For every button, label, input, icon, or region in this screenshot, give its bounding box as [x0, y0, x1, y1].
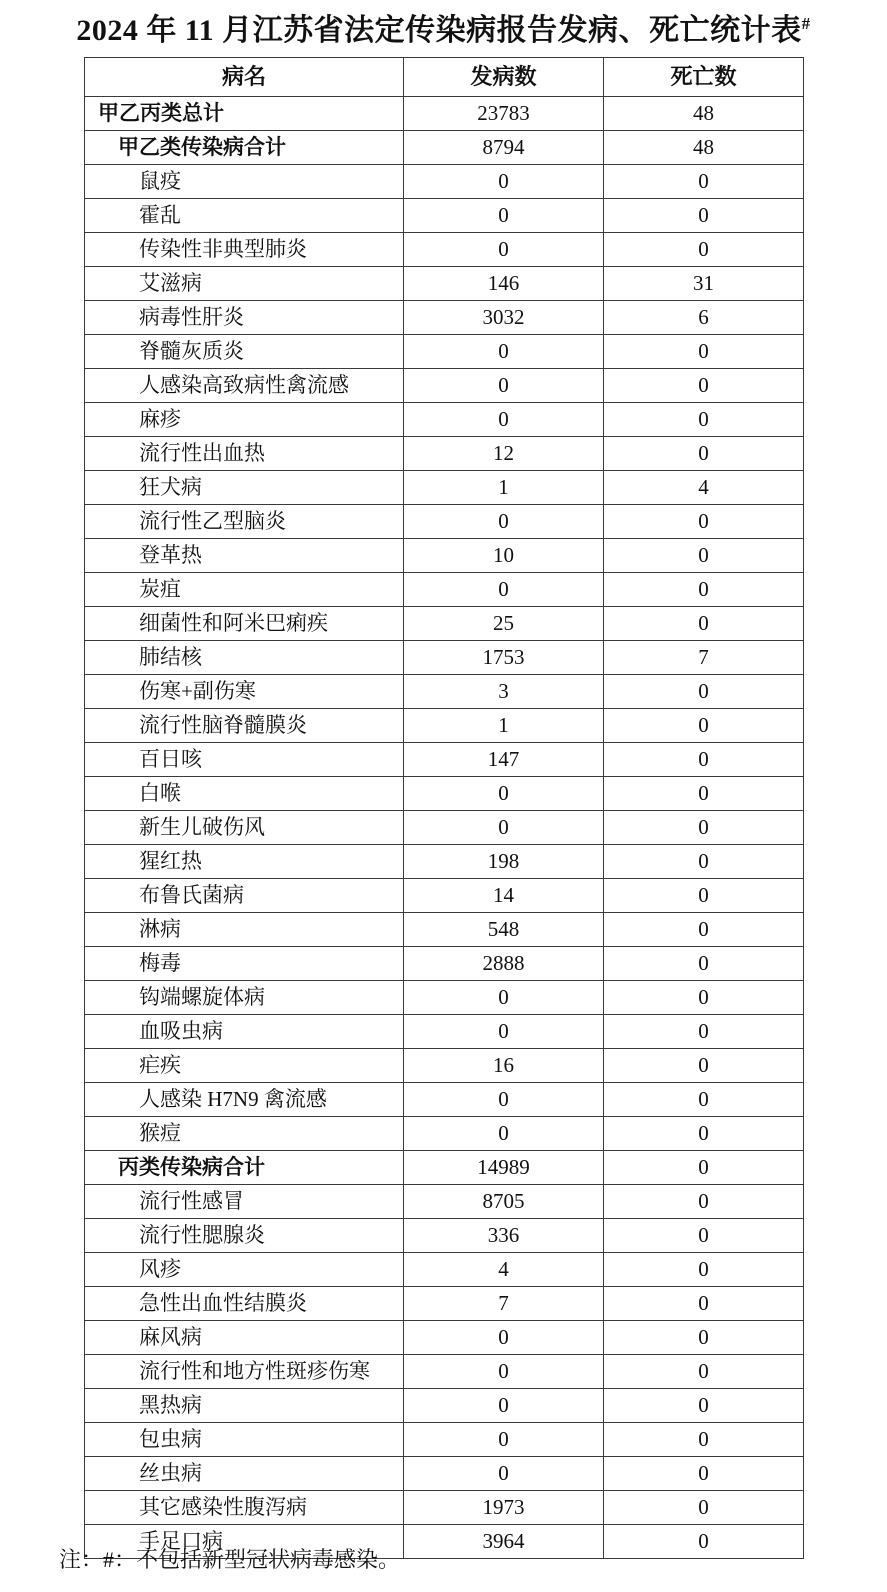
cell-death-count: 0 — [604, 1389, 804, 1423]
cell-disease-name — [85, 981, 404, 1015]
cell-death-count: 0 — [604, 437, 804, 471]
disease-name-label: 猴痘 — [139, 1120, 181, 1145]
page-title — [0, 9, 887, 53]
cell-death-count: 0 — [604, 1151, 804, 1185]
cell-disease-name — [85, 199, 404, 233]
cell-case-count: 0 — [404, 335, 604, 369]
table-row — [85, 233, 804, 267]
table-row — [85, 1151, 804, 1185]
cell-death-count: 0 — [604, 845, 804, 879]
table-row — [85, 131, 804, 165]
cell-case-count: 8705 — [404, 1185, 604, 1219]
cell-death-count: 0 — [604, 573, 804, 607]
cell-disease-name — [85, 811, 404, 845]
cell-disease-name — [85, 709, 404, 743]
column-header-death-count: 死亡数 — [604, 58, 804, 97]
cell-death-count: 0 — [604, 1355, 804, 1389]
cell-disease-name — [85, 947, 404, 981]
table-row — [85, 1389, 804, 1423]
disease-name-label: 百日咳 — [139, 746, 202, 771]
table-row — [85, 607, 804, 641]
cell-case-count: 3 — [404, 675, 604, 709]
disease-name-label: 其它感染性腹泻病 — [139, 1494, 307, 1519]
table-row — [85, 437, 804, 471]
cell-disease-name — [85, 1321, 404, 1355]
disease-name-label: 肺结核 — [139, 644, 202, 669]
table-row — [85, 1355, 804, 1389]
cell-disease-name — [85, 97, 404, 131]
table-row — [85, 811, 804, 845]
disease-name-label: 疟疾 — [139, 1052, 181, 1077]
table-row — [85, 1491, 804, 1525]
cell-disease-name — [85, 607, 404, 641]
disease-name-label: 丝虫病 — [139, 1460, 202, 1485]
cell-case-count: 0 — [404, 199, 604, 233]
cell-disease-name — [85, 777, 404, 811]
cell-case-count: 1973 — [404, 1491, 604, 1525]
table-header-row — [85, 58, 804, 97]
table-row — [85, 573, 804, 607]
cell-case-count: 4 — [404, 1253, 604, 1287]
cell-disease-name — [85, 1355, 404, 1389]
cell-death-count: 0 — [604, 1321, 804, 1355]
table-row — [85, 641, 804, 675]
cell-case-count: 14 — [404, 879, 604, 913]
cell-disease-name — [85, 1117, 404, 1151]
cell-disease-name — [85, 913, 404, 947]
cell-disease-name — [85, 1219, 404, 1253]
cell-disease-name — [85, 879, 404, 913]
cell-case-count: 0 — [404, 1321, 604, 1355]
cell-death-count: 0 — [604, 1015, 804, 1049]
cell-disease-name — [85, 1185, 404, 1219]
cell-death-count: 0 — [604, 1083, 804, 1117]
cell-death-count: 0 — [604, 675, 804, 709]
cell-disease-name — [85, 1491, 404, 1525]
disease-name-label: 流行性脑脊髓膜炎 — [139, 712, 307, 737]
cell-disease-name — [85, 1049, 404, 1083]
table-row — [85, 1015, 804, 1049]
cell-disease-name — [85, 1423, 404, 1457]
disease-name-label: 甲乙类传染病合计 — [118, 134, 286, 159]
cell-death-count: 0 — [604, 1457, 804, 1491]
disease-name-label: 麻风病 — [139, 1324, 202, 1349]
cell-disease-name — [85, 539, 404, 573]
footnote: 注：#：不包括新型冠状病毒感染。 — [59, 1547, 401, 1572]
cell-case-count: 0 — [404, 369, 604, 403]
cell-case-count: 8794 — [404, 131, 604, 165]
cell-death-count: 31 — [604, 267, 804, 301]
cell-case-count: 25 — [404, 607, 604, 641]
cell-disease-name — [85, 437, 404, 471]
cell-death-count: 0 — [604, 199, 804, 233]
disease-name-label: 新生儿破伤风 — [139, 814, 265, 839]
cell-death-count: 0 — [604, 743, 804, 777]
table-row — [85, 777, 804, 811]
cell-case-count: 0 — [404, 165, 604, 199]
cell-case-count: 0 — [404, 1389, 604, 1423]
cell-case-count: 0 — [404, 811, 604, 845]
cell-disease-name — [85, 301, 404, 335]
disease-name-label: 传染性非典型肺炎 — [139, 236, 307, 261]
disease-name-label: 鼠疫 — [139, 168, 181, 193]
cell-disease-name — [85, 573, 404, 607]
disease-name-label: 脊髓灰质炎 — [139, 338, 244, 363]
cell-death-count: 48 — [604, 97, 804, 131]
cell-case-count: 23783 — [404, 97, 604, 131]
cell-disease-name — [85, 267, 404, 301]
cell-death-count: 0 — [604, 233, 804, 267]
cell-case-count: 146 — [404, 267, 604, 301]
cell-case-count: 3964 — [404, 1525, 604, 1559]
cell-death-count: 0 — [604, 1525, 804, 1559]
cell-death-count: 4 — [604, 471, 804, 505]
cell-case-count: 0 — [404, 981, 604, 1015]
table-row — [85, 199, 804, 233]
table-row — [85, 369, 804, 403]
table-row — [85, 709, 804, 743]
table-row — [85, 1253, 804, 1287]
cell-case-count: 0 — [404, 1355, 604, 1389]
table-row — [85, 1185, 804, 1219]
table-row — [85, 675, 804, 709]
cell-case-count: 0 — [404, 1083, 604, 1117]
page-title-text: 2024 年 11 月江苏省法定传染病报告发病、死亡统计表 — [76, 14, 802, 47]
cell-case-count: 0 — [404, 1457, 604, 1491]
disease-name-label: 流行性和地方性斑疹伤寒 — [139, 1358, 370, 1383]
cell-death-count: 48 — [604, 131, 804, 165]
table-row — [85, 1423, 804, 1457]
cell-death-count: 0 — [604, 607, 804, 641]
cell-disease-name — [85, 1287, 404, 1321]
cell-case-count: 16 — [404, 1049, 604, 1083]
cell-death-count: 0 — [604, 1287, 804, 1321]
cell-case-count: 3032 — [404, 301, 604, 335]
cell-disease-name — [85, 675, 404, 709]
table-header — [85, 58, 804, 97]
cell-disease-name — [85, 1389, 404, 1423]
disease-name-label: 梅毒 — [139, 950, 181, 975]
table-row — [85, 471, 804, 505]
disease-name-label: 流行性腮腺炎 — [139, 1222, 265, 1247]
table-row — [85, 539, 804, 573]
cell-case-count: 0 — [404, 403, 604, 437]
table-row — [85, 981, 804, 1015]
table-row — [85, 505, 804, 539]
disease-name-label: 白喉 — [139, 780, 181, 805]
table-row — [85, 845, 804, 879]
cell-case-count: 1 — [404, 471, 604, 505]
cell-case-count: 0 — [404, 573, 604, 607]
cell-death-count: 0 — [604, 1219, 804, 1253]
disease-name-label: 人感染高致病性禽流感 — [139, 372, 349, 397]
cell-case-count: 0 — [404, 1015, 604, 1049]
disease-name-label: 麻疹 — [139, 406, 181, 431]
table-row — [85, 1219, 804, 1253]
cell-death-count: 0 — [604, 1491, 804, 1525]
cell-death-count: 0 — [604, 539, 804, 573]
cell-death-count: 0 — [604, 879, 804, 913]
disease-name-label: 狂犬病 — [139, 474, 202, 499]
disease-name-label: 登革热 — [139, 542, 202, 567]
table-row — [85, 1457, 804, 1491]
cell-disease-name — [85, 505, 404, 539]
cell-case-count: 0 — [404, 233, 604, 267]
table-row — [85, 165, 804, 199]
disease-name-label: 流行性出血热 — [139, 440, 265, 465]
cell-disease-name — [85, 403, 404, 437]
cell-case-count: 0 — [404, 777, 604, 811]
cell-death-count: 0 — [604, 1423, 804, 1457]
cell-disease-name — [85, 641, 404, 675]
table-row — [85, 743, 804, 777]
cell-disease-name — [85, 1151, 404, 1185]
cell-case-count: 1753 — [404, 641, 604, 675]
cell-death-count: 0 — [604, 947, 804, 981]
disease-name-label: 人感染 H7N9 禽流感 — [139, 1086, 327, 1111]
disease-name-label: 细菌性和阿米巴痢疾 — [139, 610, 328, 635]
cell-case-count: 10 — [404, 539, 604, 573]
cell-case-count: 0 — [404, 1423, 604, 1457]
disease-name-label: 病毒性肝炎 — [139, 304, 244, 329]
cell-death-count: 0 — [604, 1049, 804, 1083]
cell-death-count: 6 — [604, 301, 804, 335]
cell-case-count: 0 — [404, 505, 604, 539]
cell-case-count: 336 — [404, 1219, 604, 1253]
table-body — [85, 97, 804, 1559]
table-row — [85, 947, 804, 981]
cell-death-count: 0 — [604, 811, 804, 845]
disease-name-label: 炭疽 — [139, 576, 181, 601]
disease-name-label: 甲乙丙类总计 — [98, 100, 224, 125]
title-footnote-marker: # — [801, 14, 811, 33]
disease-name-label: 猩红热 — [139, 848, 202, 873]
table-row — [85, 913, 804, 947]
cell-case-count: 2888 — [404, 947, 604, 981]
infectious-disease-statistics-table — [84, 57, 804, 1559]
table-row — [85, 335, 804, 369]
disease-name-label: 伤寒+副伤寒 — [139, 678, 256, 703]
cell-death-count: 0 — [604, 505, 804, 539]
disease-name-label: 艾滋病 — [139, 270, 202, 295]
disease-name-label: 手足口病 — [139, 1528, 223, 1553]
disease-name-label: 风疹 — [139, 1256, 181, 1281]
cell-case-count: 198 — [404, 845, 604, 879]
cell-disease-name — [85, 369, 404, 403]
column-header-case-count: 发病数 — [404, 58, 604, 97]
column-header-disease-name: 病名 — [85, 58, 404, 97]
disease-name-label: 淋病 — [139, 916, 181, 941]
cell-death-count: 0 — [604, 1253, 804, 1287]
table-row — [85, 879, 804, 913]
table-row — [85, 1321, 804, 1355]
cell-death-count: 0 — [604, 165, 804, 199]
disease-name-label: 急性出血性结膜炎 — [139, 1290, 307, 1315]
cell-disease-name — [85, 1253, 404, 1287]
cell-case-count: 0 — [404, 1117, 604, 1151]
cell-death-count: 0 — [604, 335, 804, 369]
disease-name-label: 布鲁氏菌病 — [139, 882, 244, 907]
table-row — [85, 1049, 804, 1083]
cell-disease-name — [85, 233, 404, 267]
table-row — [85, 301, 804, 335]
cell-case-count: 1 — [404, 709, 604, 743]
table-row — [85, 1287, 804, 1321]
table-row — [85, 97, 804, 131]
cell-disease-name — [85, 1015, 404, 1049]
cell-death-count: 0 — [604, 913, 804, 947]
disease-name-label: 包虫病 — [139, 1426, 202, 1451]
table-row — [85, 1083, 804, 1117]
cell-disease-name — [85, 743, 404, 777]
cell-case-count: 7 — [404, 1287, 604, 1321]
cell-death-count: 0 — [604, 403, 804, 437]
cell-disease-name — [85, 131, 404, 165]
disease-name-label: 血吸虫病 — [139, 1018, 223, 1043]
cell-case-count: 14989 — [404, 1151, 604, 1185]
cell-case-count: 548 — [404, 913, 604, 947]
disease-name-label: 黑热病 — [139, 1392, 202, 1417]
table-row — [85, 267, 804, 301]
table-row — [85, 1117, 804, 1151]
cell-disease-name — [85, 335, 404, 369]
disease-name-label: 钩端螺旋体病 — [139, 984, 265, 1009]
disease-name-label: 流行性乙型脑炎 — [139, 508, 286, 533]
cell-disease-name — [85, 165, 404, 199]
cell-death-count: 7 — [604, 641, 804, 675]
disease-name-label: 丙类传染病合计 — [118, 1154, 265, 1179]
cell-death-count: 0 — [604, 709, 804, 743]
cell-death-count: 0 — [604, 1185, 804, 1219]
cell-death-count: 0 — [604, 777, 804, 811]
table-row — [85, 403, 804, 437]
cell-death-count: 0 — [604, 369, 804, 403]
cell-case-count: 147 — [404, 743, 604, 777]
cell-disease-name — [85, 1083, 404, 1117]
cell-disease-name — [85, 1457, 404, 1491]
cell-death-count: 0 — [604, 1117, 804, 1151]
cell-case-count: 12 — [404, 437, 604, 471]
cell-death-count: 0 — [604, 981, 804, 1015]
cell-disease-name — [85, 845, 404, 879]
disease-name-label: 霍乱 — [139, 202, 181, 227]
cell-disease-name — [85, 471, 404, 505]
disease-name-label: 流行性感冒 — [139, 1188, 244, 1213]
